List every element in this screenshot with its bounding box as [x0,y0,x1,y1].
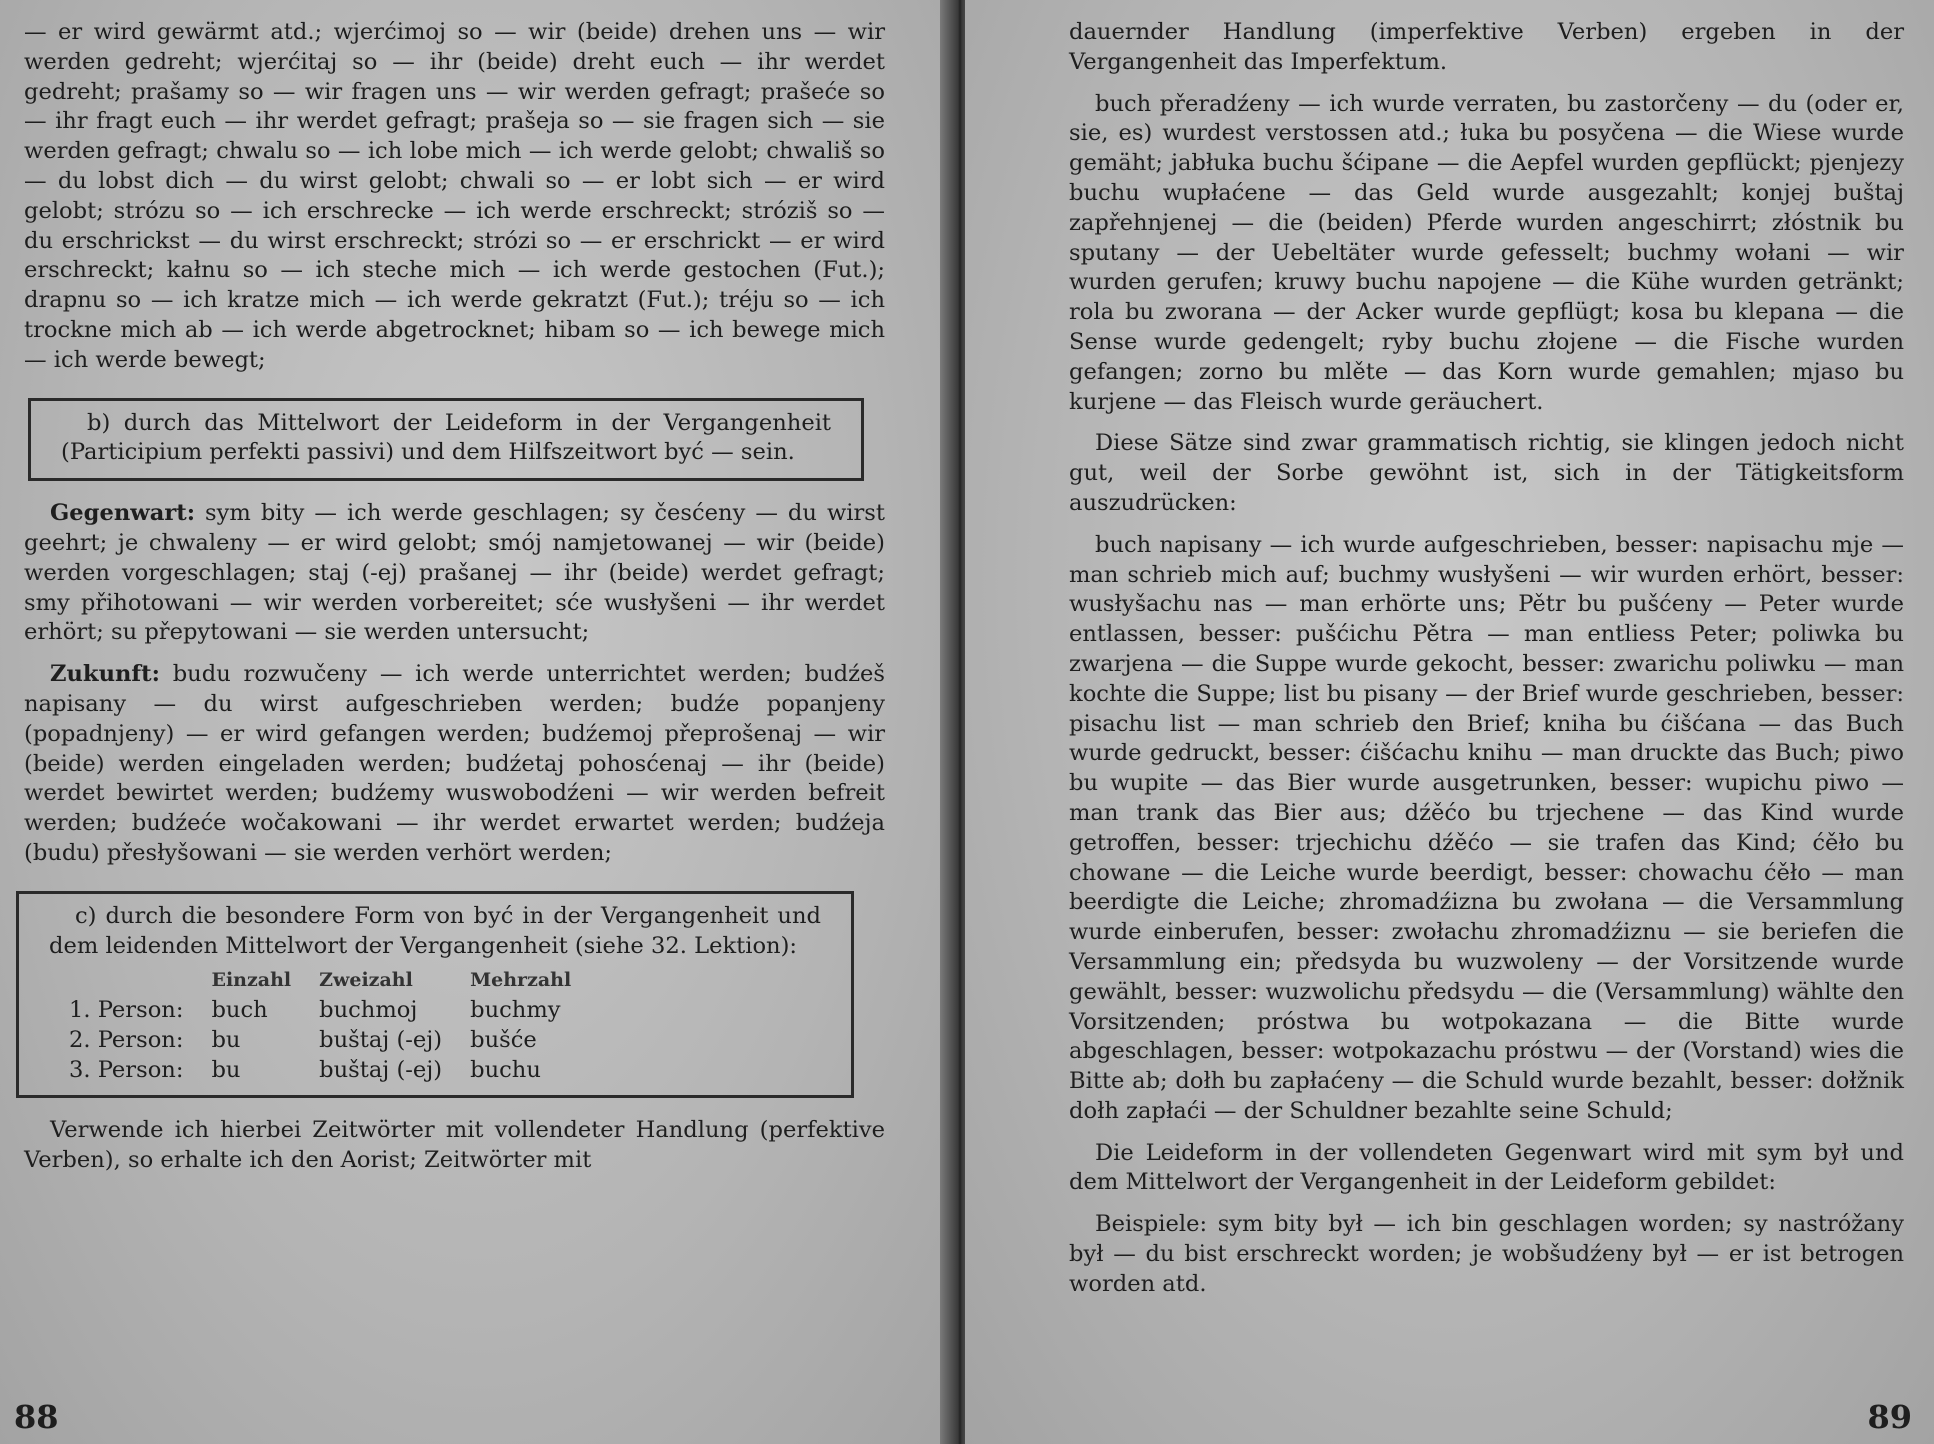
table-row [69,1055,599,1085]
table-cell: bušće [470,1027,537,1054]
box-b-text: b) durch das Mittelwort der Leideform in der Vergangenheit (Participium perfekti passivi) und dem Hilfszeitwort być — sein. [61,409,831,466]
beispiele-paragraph [1069,1210,1904,1299]
gegenwart-paragraph [24,499,885,648]
table-cell: 2. Person: [69,1027,184,1054]
right-page [965,0,1934,1444]
gegenwart-text: sym bity — ich werde geschlagen; sy česćeny — du wirst geehrt; je chwaleny — er wird gelobt; smój namjetowanej — wir (beide) werden vorgeschlagen; staj (-ej) prašanej — ihr (beide) werdet gefragt; smy přihotowani — wir werden vorbereitet; sće wusłyšeni — ihr werdet erhört; su přepytowani — sie werden untersucht; [24,500,885,646]
table-header: Mehrzahl [470,969,572,992]
beispiele-label: Beispiele: [1095,1211,1208,1238]
table-row [69,995,599,1025]
table-cell: buchmy [470,997,561,1024]
right-paragraph-5: Die Leideform in der vollendeten Gegenwart wird mit sym był und dem Mittelwort der Vergangenheit in der Leideform gebildet: [1069,1139,1904,1196]
table-cell: 3. Person: [69,1057,184,1084]
table-header [69,967,211,995]
right-paragraph-3: Diese Sätze sind zwar grammatisch richtig, sie klingen jedoch nicht gut, weil der Sorbe gewöhnt ist, sich in der Tätigkeitsform auszudrücken: [1069,430,1904,516]
right-paragraph-1: dauernder Handlung (imperfektive Verben) ergeben in der Vergangenheit das Imperfektum. [1069,19,1904,75]
table-header: Zweizahl [319,969,413,992]
table-cell: buch [211,997,268,1024]
box-c-intro: c) durch die besondere Form von być in der Vergangenheit und dem leidenden Mittelwort der Vergangenheit (siehe 32. Lektion): [49,902,821,959]
table-cell: bu [211,1057,241,1084]
table-cell: bu [211,1027,241,1054]
page-number-left: 88 [14,1398,59,1436]
zukunft-label: Zukunft: [50,661,160,688]
zukunft-text: budu rozwučeny — ich werde unterrichtet werden; budźeš napisany — du wirst aufgeschrieben werden; budźe popanjeny (popadnjeny) — er wird gefangen werden; budźemoj přeprošenaj — wir (beide) werden eingeladen werden; budźetaj pohosćenaj — ihr (beide) werdet bewirtet werden; budźemy wuswobodźeni — wir werden befreit werden; budźeće wočakowani — ihr werdet erwartet werden; budźeja (budu) přesłyšowani — sie werden verhört werden; [24,661,885,866]
table-cell: 1. Person: [69,997,184,1024]
left-paragraph-1: — er wird gewärmt atd.; wjerćimoj so — wir (beide) drehen uns — wir werden gedreht; wjerćitaj so — ihr (beide) dreht euch — ihr werdet gedreht; prašamy so — wir fragen uns — wir werden gefragt; prašeće so — ihr fragt euch — ihr werdet gefragt; prašeja so — sie fragen sich — sie werden gefragt; chwalu so — ich lobe mich — ich werde gelobt; chwališ so — du lobst dich — du wirst gelobt; chwali so — er lobt sich — er wird gelobt; strózu so — ich erschrecke — ich werde erschreckt; stróziš so — du erschrickst — du wirst erschreckt; strózi so — er erschrickt — er wird erschreckt; kałnu so — ich steche mich — ich werde gestochen (Fut.); drapnu so — ich kratze mich — ich werde gekratzt (Fut.); tréju so — ich trockne mich ab — ich werde abgetrocknet; hibam so — ich bewege mich — ich werde bewegt; [24,19,885,373]
gegenwart-label: Gegenwart: [50,500,196,527]
right-paragraph-2: buch přeradźeny — ich wurde verraten, bu zastorčeny — du (oder er, sie, es) wurdest verstossen atd.; łuka bu posyčena — die Wiese wurde gemäht; jabłuka buchu šćipane — die Aepfel wurden gepflückt; pjenjezy buchu wupłaćene — das Geld wurde ausgezahlt; konjej buštaj zapřehnjenej — die (beiden) Pferde wurden angeschirrt; złóstnik bu sputany — der Uebeltäter wurde gefesselt; buchmy wołani — wir wurden gerufen; kruwy buchu napojene — die Kühe wurden getränkt; rola bu zworana — der Acker wurde gepflügt; kosa bu klepana — die Sense wurde gedengelt; ryby buchu złojene — die Fische wurden gefangen; zorno bu mlěte — das Korn wurde gemahlen; mjaso bu kurjene — das Fleisch wurde geräuchert. [1069,90,1904,415]
table-cell: buštaj (-ej) [319,1057,443,1084]
conjugation-table [69,967,599,1085]
box-c [16,891,854,1099]
table-cell: buštaj (-ej) [319,1027,443,1054]
table-row [69,1025,599,1055]
beispiele-text: sym bity był — ich bin geschlagen worden; sy nastróžany był — du bist erschreckt worden; je wobšudźeny był — er ist betrogen worden atd. [1069,1211,1904,1297]
table-cell: buchu [470,1057,541,1084]
left-last-paragraph: Verwende ich hierbei Zeitwörter mit vollendeter Handlung (perfektive Verben), so erhalte ich den Aorist; Zeitwörter mit [24,1117,885,1174]
left-page [0,0,955,1444]
table-cell: buchmoj [319,997,418,1024]
box-b [28,398,864,482]
page-number-right: 89 [1867,1398,1912,1436]
right-paragraph-4: buch napisany — ich wurde aufgeschrieben, besser: napisachu mje — man schrieb mich auf; buchmy wusłyšeni — wir wurden erhört, besser: wusłyšachu nas — man erhörte uns; Pětr bu pušćeny — Peter wurde entlassen, besser: pušćichu Pětra — man entliess Peter; poliwka bu zwarjena — die Suppe wurde gekocht, besser: zwarichu poliwku — man kochte die Suppe; list bu pisany — der Brief wurde geschrieben, besser: pisachu list — man schrieb den Brief; kniha bu ćišćana — das Buch wurde gedruckt, besser: ćišćachu knihu — man druckte das Buch; piwo bu wupite — das Bier wurde ausgetrunken, besser: wupichu piwo — man trank das Bier aus; dźěćo bu trjechene — das Kind wurde getroffen, besser: trjechichu dźěćo — sie trafen das Kind; ćěło bu chowane — die Leiche wurde beerdigt, besser: chowachu ćěło — man beerdigte die Leiche; zhromadźizna bu zwołana — die Versammlung wurde einberufen, besser: zwołachu zhromadźiznu — sie beriefen die Versammlung ein; předsyda bu wuzwoleny — der Vorsitzende wurde gewählt, besser: wuzwolichu předsydu — die (Versammlung) wählte den Vorsitzenden; próstwa bu wotpokazana — die Bitte wurde abgeschlagen, besser: wotpokazachu próstwu — der (Vorstand) wies die Bitte ab; dołh bu zapłaćeny — die Schuld wurde bezahlt, besser: dołžnik dołh zapłaći — der Schuldner bezahlte seine Schuld; [1069,531,1904,1124]
table-header-row [69,967,599,995]
zukunft-paragraph [24,660,885,869]
table-header: Einzahl [211,969,292,992]
